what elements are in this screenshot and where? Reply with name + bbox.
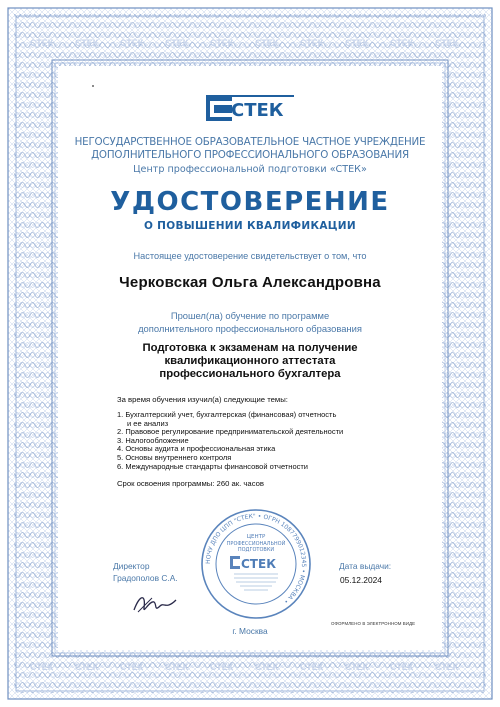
wm-6: СТЕК: [255, 38, 279, 48]
stek-logo-mark: [206, 95, 294, 123]
director-signature: [132, 590, 178, 616]
program-duration: Срок освоения программы: 260 ак. часов: [117, 479, 264, 488]
wmb-6: СТЕК: [255, 662, 279, 672]
wm-2: СТЕК: [75, 38, 99, 48]
wmb-7: СТЕК: [300, 662, 324, 672]
stamp-center-2: ПРОФЕССИОНАЛЬНОЙ: [226, 541, 286, 547]
study-intro: За время обучения изучил(а) следующие темы:: [117, 395, 288, 404]
subject-text-cont: и ее анализ: [127, 418, 169, 428]
stek-logo: [206, 95, 294, 123]
recipient-name: Черковская Ольга Александровна: [119, 274, 381, 291]
subjects-list: [117, 411, 377, 471]
wmb-5: СТЕК: [210, 662, 234, 672]
stamp-logo-text: СТЕК: [241, 557, 276, 571]
subject-text: 1. Бухгалтерский учет, бухгалтерская (финансовая) отчетность: [117, 410, 337, 419]
wm-10: СТЕК: [435, 38, 459, 48]
org-line-2: ДОПОЛНИТЕЛЬНОГО ПРОФЕССИОНАЛЬНОГО ОБРАЗОВАНИЯ: [91, 149, 409, 161]
wm-9: СТЕК: [390, 38, 414, 48]
stamp-center-3: ПОДГОТОВКИ: [237, 547, 275, 553]
wm-8: СТЕК: [345, 38, 369, 48]
director-name: Градополов С.А.: [113, 573, 178, 583]
subject-text: 3. Налогообложение: [117, 435, 189, 445]
wm-7: СТЕК: [300, 38, 324, 48]
program-line-3: профессионального бухгалтера: [159, 368, 341, 380]
director-label: Директор: [113, 561, 150, 571]
wmb-1: СТЕК: [30, 662, 54, 672]
watermark-top: [30, 38, 470, 58]
official-stamp: [200, 508, 312, 620]
wmb-4: СТЕК: [165, 662, 189, 672]
org-line-3: Центр профессиональной подготовки «СТЕК»: [133, 164, 367, 175]
wm-3: СТЕК: [120, 38, 144, 48]
logo-text: СТЕК: [231, 100, 284, 121]
stamp-ring-textpath: НОЧУ ДПО ЦПП "СТЕК" • ОГРН 1087799012345 • МОСКВА •: [204, 512, 308, 605]
subject-text: 2. Правовое регулирование предпринимательской деятельности: [117, 427, 344, 437]
passed-line-2: дополнительного профессионального образования: [138, 323, 362, 334]
issue-date-value: 05.12.2024: [340, 575, 382, 585]
stamp-graphic: [200, 508, 312, 620]
org-line-1: НЕГОСУДАРСТВЕННОЕ ОБРАЗОВАТЕЛЬНОЕ ЧАСТНОЕ УЧРЕЖДЕНИЕ: [74, 136, 426, 148]
wmb-8: СТЕК: [345, 662, 369, 672]
certificate-subtitle: О ПОВЫШЕНИИ КВАЛИФИКАЦИИ: [144, 220, 356, 232]
mark-dot: [92, 85, 94, 87]
program-line-2: квалификационного аттестата: [164, 355, 336, 367]
wmb-2: СТЕК: [75, 662, 99, 672]
wm-4: СТЕК: [165, 38, 189, 48]
electronic-note: ОФОРМЛЕНО В ЭЛЕКТРОННОМ ВИДЕ: [331, 621, 416, 626]
certificate-title: УДОСТОВЕРЕНИЕ: [110, 187, 390, 217]
subject-item: [117, 463, 377, 472]
wm-5: СТЕК: [210, 38, 234, 48]
passed-line-1: Прошел(ла) обучение по программе: [170, 310, 330, 321]
city-text: г. Москва: [232, 626, 268, 636]
intro-text: Настоящее удостоверение свидетельствует о том, что: [133, 251, 367, 261]
wm-1: СТЕК: [30, 38, 54, 48]
watermark-bottom: [30, 662, 470, 682]
program-line-1: Подготовка к экзаменам на получение: [142, 342, 358, 354]
subject-text: 6. Международные стандарты финансовой отчетности: [117, 461, 308, 471]
issue-date-label: Дата выдачи:: [339, 561, 392, 571]
stamp-center-1: ЦЕНТР: [246, 534, 266, 540]
subject-text: 4. Основы аудита и профессиональная этика: [117, 444, 276, 454]
subject-text: 5. Основы внутреннего контроля: [117, 452, 232, 462]
wmb-3: СТЕК: [120, 662, 144, 672]
subject-item: [117, 411, 377, 428]
wmb-9: СТЕК: [390, 662, 414, 672]
wmb-10: СТЕК: [435, 662, 459, 672]
